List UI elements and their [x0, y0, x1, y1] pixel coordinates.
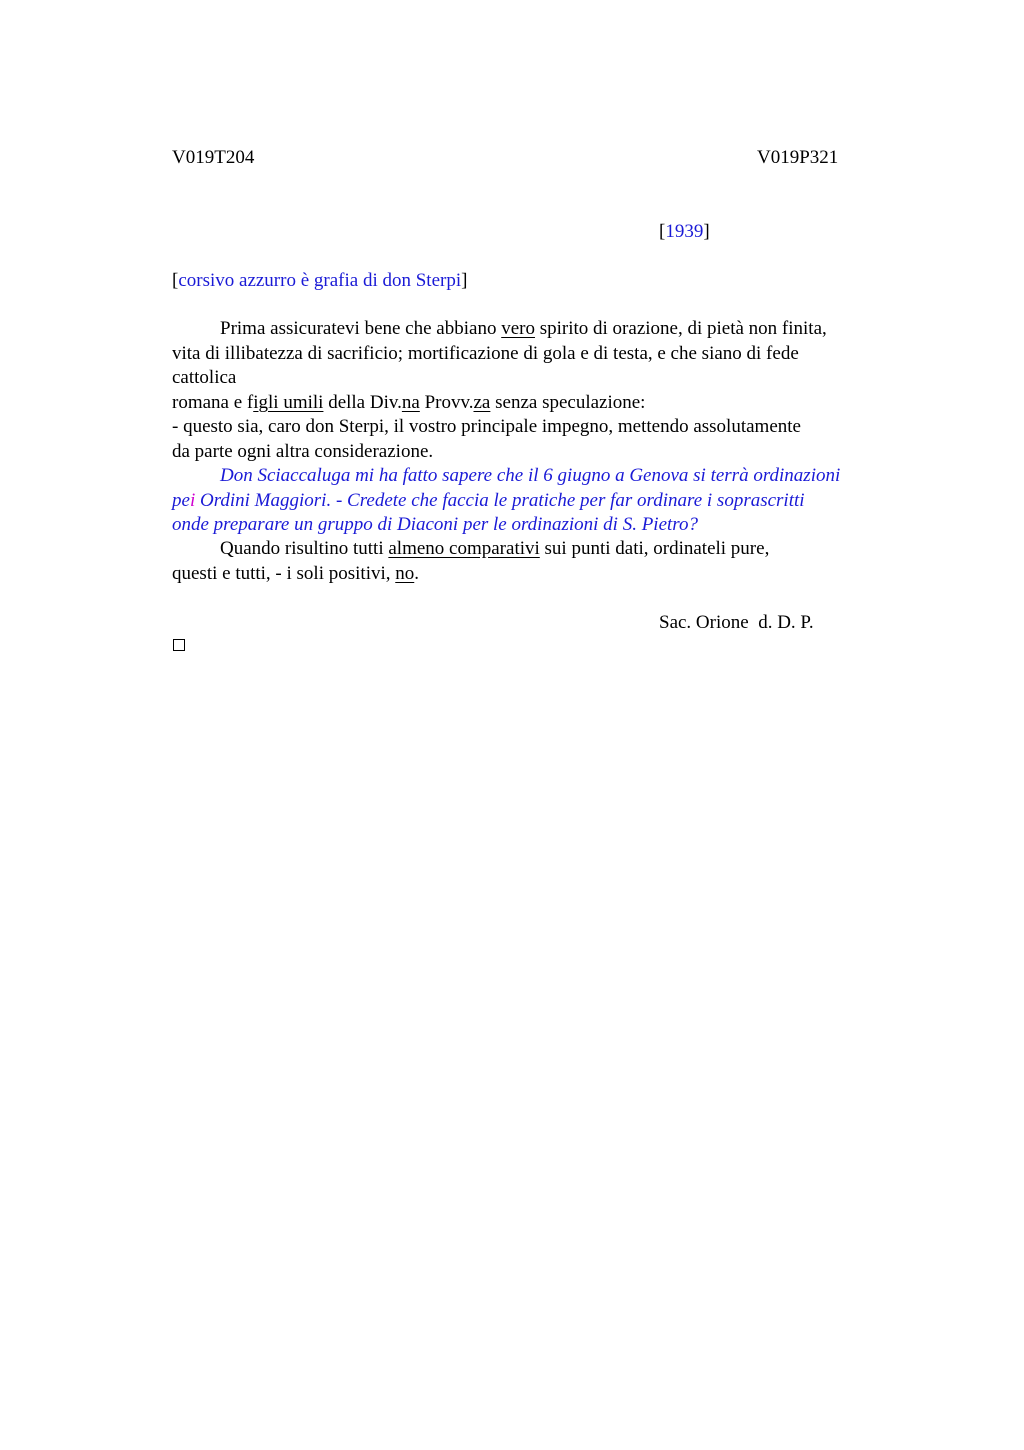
body-line-5: - questo sia, caro don Sterpi, il vostro principale impegno, mettendo assolutamente: [172, 416, 801, 437]
text-run: sui punti dati, ordinateli pure,: [539, 538, 770, 559]
underlined-word: za: [473, 392, 491, 413]
underlined-word: na: [401, 392, 420, 413]
text-run: spirito di orazione, di pietà non finita,: [534, 318, 827, 339]
note-close-bracket: ]: [461, 270, 468, 291]
text-run: Ordini Maggiori. - Credete che faccia le pratiche per far ordinare i soprascritti: [195, 490, 805, 511]
note-open-bracket: [: [172, 270, 179, 291]
date-year: 1939: [665, 221, 704, 242]
body-line-1: [220, 317, 827, 341]
correction-letter: i: [189, 490, 196, 511]
text-run: senza speculazione:: [490, 392, 646, 413]
underlined-word: almeno comparativi: [388, 538, 540, 559]
text-run: .: [414, 563, 419, 584]
body-line-10: [220, 537, 769, 561]
text-run: pe: [172, 490, 190, 511]
date-open-bracket: [: [659, 221, 666, 242]
body-line-9-handwriting: onde preparare un gruppo di Diaconi per le ordinazioni di S. Pietro?: [172, 514, 698, 535]
date-bracket: [659, 220, 710, 244]
text-run: della Div.: [323, 392, 402, 413]
text-run: questi e tutti, - i soli positivi,: [172, 563, 396, 584]
underlined-word: no: [395, 563, 415, 584]
body-line-11: [172, 562, 419, 586]
end-square-icon: [173, 639, 185, 651]
underlined-word: vero: [501, 318, 535, 339]
body-line-4: [172, 391, 645, 415]
body-line-3: cattolica: [172, 367, 237, 388]
text-run: Prima assicuratevi bene che abbiano: [220, 318, 502, 339]
signature: Sac. Orione d. D. P.: [659, 612, 814, 633]
body-line-7-handwriting: Don Sciaccaluga mi ha fatto sapere che il 6 giugno a Genova si terrà ordinazioni: [220, 465, 841, 486]
body-line-6: da parte ogni altra considerazione.: [172, 441, 434, 462]
text-run: romana e f: [172, 392, 254, 413]
header-left-code: V019T204: [172, 147, 255, 168]
header-right-code: V019P321: [757, 147, 839, 168]
date-close-bracket: ]: [703, 221, 710, 242]
body-line-2: vita di illibatezza di sacrificio; mortificazione di gola e di testa, e che siano di fede: [172, 343, 799, 364]
text-run: Quando risultino tutti: [220, 538, 389, 559]
note-text: corsivo azzurro è grafia di don Sterpi: [178, 270, 462, 291]
text-run: Provv.: [419, 392, 474, 413]
underlined-word: igli umili: [253, 392, 324, 413]
editorial-note: [172, 269, 467, 293]
body-line-8-handwriting: [172, 489, 805, 513]
